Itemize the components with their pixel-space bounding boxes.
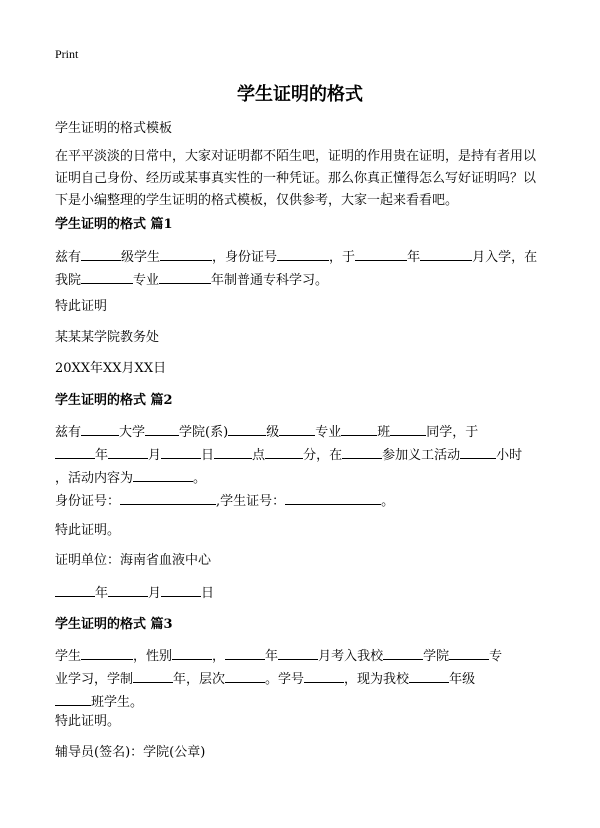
section-1-org: 某某某学院教务处 <box>55 330 160 345</box>
section-2-body: 兹有 大学 学院(系) 级 专业 班 同学，于 年 月 日 点 分，在 参加义工活动 小时 ，活动内容为 。 <box>55 421 547 490</box>
page-title: 学生证明的格式 <box>237 84 363 105</box>
section-3-heading: 学生证明的格式 篇3 <box>55 617 173 632</box>
section-1-cert: 特此证明 <box>55 299 108 314</box>
section-3-body: 学生 ，性别 ， 年 月考入我校 学院 专 业学习，学制 年，层次 。学号 ，现为我校 年级 班学生。 <box>55 645 547 714</box>
intro-paragraph: 在平平淡淡的日常中，大家对证明都不陌生吧，证明的作用贵在证明，是持有者用以证明自己身份、经历或某事真实性的一种凭证。那么你真正懂得怎么写好证明吗？以下是小编整理的学生证明的格式模板，仅供参考，大家一起来看看吧。 <box>55 149 537 208</box>
section-2-date: 年 月 日 <box>55 582 547 605</box>
section-2-cert: 特此证明。 <box>55 523 121 538</box>
section-2-heading: 学生证明的格式 篇2 <box>55 393 173 408</box>
subtitle: 学生证明的格式模板 <box>55 121 173 136</box>
section-3-cert: 特此证明。 <box>55 714 121 729</box>
section-1-date: 20XX年XX月XX日 <box>55 361 167 376</box>
section-2-unit: 证明单位：海南省血液中心 <box>55 553 212 568</box>
print-link[interactable]: Print <box>55 47 79 61</box>
section-3-sign: 辅导员(签名)：学院(公章) <box>55 745 206 760</box>
section-1-heading: 学生证明的格式 篇1 <box>55 217 173 232</box>
section-1-body: 兹有 级学生 ，身份证号 ，于 年 月入学，在我院 专业 年制普通专科学习。 <box>55 246 547 292</box>
section-2-ids: 身份证号： ,学生证号： 。 <box>55 490 547 513</box>
